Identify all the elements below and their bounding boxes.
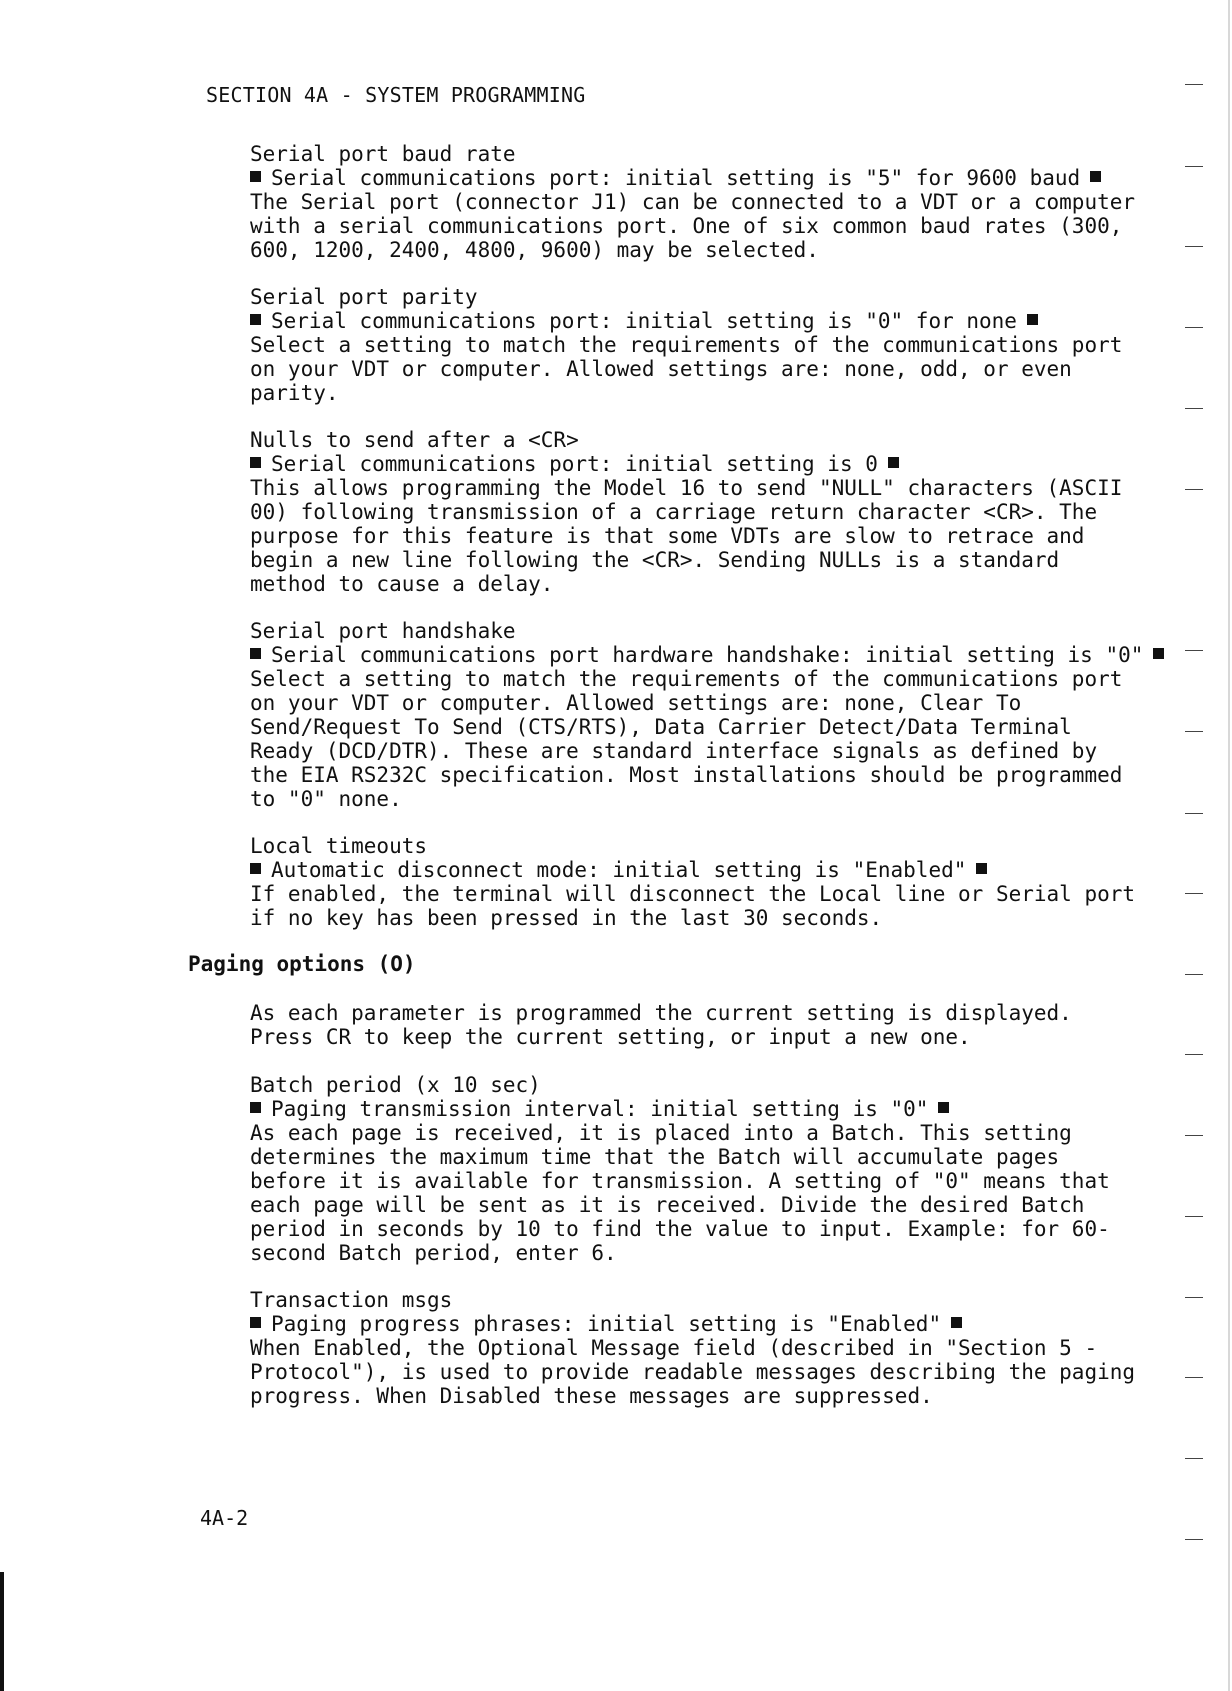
edge-tick-mark bbox=[1185, 650, 1203, 651]
param-line: parity. bbox=[250, 381, 339, 405]
param-setting: Paging progress phrases: initial setting is "Enabled" bbox=[250, 1312, 1150, 1336]
param-setting: Serial communications port: initial setting is "5" for 9600 baud bbox=[250, 166, 1150, 190]
param-line: each page will be sent as it is received. Divide the desired Batch bbox=[250, 1193, 1085, 1217]
param-line: Send/Request To Send (CTS/RTS), Data Carrier Detect/Data Terminal bbox=[250, 715, 1072, 739]
square-bullet-icon bbox=[1090, 171, 1101, 182]
param-line: begin a new line following the <CR>. Sending NULLs is a standard bbox=[250, 548, 1060, 572]
param-title: Local timeouts bbox=[250, 834, 428, 858]
edge-tick-mark bbox=[1185, 246, 1203, 247]
nulls-block bbox=[250, 428, 1150, 596]
intro-line: Press CR to keep the current setting, or input a new one. bbox=[250, 1025, 971, 1049]
square-bullet-icon bbox=[250, 648, 261, 659]
edge-tick-mark bbox=[1185, 1539, 1203, 1540]
transaction-msgs-block bbox=[250, 1288, 1150, 1408]
edge-tick-mark bbox=[1185, 1377, 1203, 1378]
handshake-block bbox=[250, 619, 1150, 811]
local-timeouts-block bbox=[250, 834, 1150, 930]
paging-intro-block bbox=[250, 1001, 1150, 1049]
edge-tick-mark bbox=[1185, 731, 1203, 732]
square-bullet-icon bbox=[938, 1102, 949, 1113]
square-bullet-icon bbox=[250, 1317, 261, 1328]
param-title: Serial port baud rate bbox=[250, 142, 516, 166]
param-line: Ready (DCD/DTR). These are standard interface signals as defined by bbox=[250, 739, 1098, 763]
param-title: Nulls to send after a <CR> bbox=[250, 428, 579, 452]
param-line: Protocol"), is used to provide readable messages describing the paging bbox=[250, 1360, 1136, 1384]
param-line: with a serial communications port. One of six common baud rates (300, bbox=[250, 214, 1123, 238]
square-bullet-icon bbox=[1027, 314, 1038, 325]
param-setting: Paging transmission interval: initial setting is "0" bbox=[250, 1097, 1150, 1121]
edge-tick-mark bbox=[1185, 408, 1203, 409]
param-setting: Serial communications port: initial setting is 0 bbox=[250, 452, 1150, 476]
param-line: if no key has been pressed in the last 30 seconds. bbox=[250, 906, 883, 930]
paging-options-heading: Paging options (O) bbox=[188, 952, 416, 976]
param-line: second Batch period, enter 6. bbox=[250, 1241, 617, 1265]
param-line: 00) following transmission of a carriage return character <CR>. The bbox=[250, 500, 1098, 524]
edge-tick-mark bbox=[1185, 1054, 1203, 1055]
param-title: Serial port parity bbox=[250, 285, 478, 309]
edge-tick-mark bbox=[1185, 327, 1203, 328]
page-edge-shadow bbox=[1228, 0, 1230, 1691]
param-line: before it is available for transmission. A setting of "0" means that bbox=[250, 1169, 1110, 1193]
page-number: 4A-2 bbox=[200, 1506, 249, 1530]
param-line: The Serial port (connector J1) can be connected to a VDT or a computer bbox=[250, 190, 1136, 214]
param-title: Transaction msgs bbox=[250, 1288, 453, 1312]
binding-edge-mark bbox=[0, 1572, 4, 1691]
square-bullet-icon bbox=[951, 1317, 962, 1328]
param-line: on your VDT or computer. Allowed settings are: none, odd, or even bbox=[250, 357, 1072, 381]
param-line: As each page is received, it is placed into a Batch. This setting bbox=[250, 1121, 1072, 1145]
param-line: progress. When Disabled these messages are suppressed. bbox=[250, 1384, 933, 1408]
serial-parity-block bbox=[250, 285, 1150, 405]
param-line: If enabled, the terminal will disconnect the Local line or Serial port bbox=[250, 882, 1136, 906]
edge-tick-mark bbox=[1185, 1216, 1203, 1217]
square-bullet-icon bbox=[250, 314, 261, 325]
square-bullet-icon bbox=[250, 171, 261, 182]
param-line: period in seconds by 10 to find the value to input. Example: for 60- bbox=[250, 1217, 1110, 1241]
square-bullet-icon bbox=[250, 863, 261, 874]
square-bullet-icon bbox=[250, 1102, 261, 1113]
param-line: This allows programming the Model 16 to send "NULL" characters (ASCII bbox=[250, 476, 1123, 500]
param-line: Select a setting to match the requirements of the communications port bbox=[250, 333, 1123, 357]
param-line: When Enabled, the Optional Message field (described in "Section 5 - bbox=[250, 1336, 1098, 1360]
param-title: Batch period (x 10 sec) bbox=[250, 1073, 541, 1097]
param-line: the EIA RS232C specification. Most installations should be programmed bbox=[250, 763, 1123, 787]
edge-tick-mark bbox=[1185, 813, 1203, 814]
param-title: Serial port handshake bbox=[250, 619, 516, 643]
param-setting: Serial communications port: initial setting is "0" for none bbox=[250, 309, 1150, 333]
square-bullet-icon bbox=[250, 457, 261, 468]
edge-tick-mark bbox=[1185, 1458, 1203, 1459]
edge-tick-mark bbox=[1185, 84, 1203, 85]
square-bullet-icon bbox=[1153, 648, 1164, 659]
param-line: determines the maximum time that the Batch will accumulate pages bbox=[250, 1145, 1060, 1169]
edge-tick-mark bbox=[1185, 893, 1203, 894]
square-bullet-icon bbox=[976, 863, 987, 874]
square-bullet-icon bbox=[888, 457, 899, 468]
edge-tick-mark bbox=[1185, 1297, 1203, 1298]
param-line: purpose for this feature is that some VDTs are slow to retrace and bbox=[250, 524, 1085, 548]
param-setting: Serial communications port hardware handshake: initial setting is "0" bbox=[250, 643, 1150, 667]
intro-line: As each parameter is programmed the current setting is displayed. bbox=[250, 1001, 1072, 1025]
param-setting: Automatic disconnect mode: initial setting is "Enabled" bbox=[250, 858, 1150, 882]
param-line: method to cause a delay. bbox=[250, 572, 554, 596]
batch-period-block bbox=[250, 1073, 1150, 1265]
edge-tick-mark bbox=[1185, 1135, 1203, 1136]
param-line: 600, 1200, 2400, 4800, 9600) may be selected. bbox=[250, 238, 819, 262]
page-header: SECTION 4A - SYSTEM PROGRAMMING bbox=[206, 83, 586, 107]
param-line: on your VDT or computer. Allowed settings are: none, Clear To bbox=[250, 691, 1022, 715]
serial-baud-block bbox=[250, 142, 1150, 262]
edge-tick-mark bbox=[1185, 489, 1203, 490]
edge-tick-mark bbox=[1185, 166, 1203, 167]
param-line: to "0" none. bbox=[250, 787, 402, 811]
param-line: Select a setting to match the requirements of the communications port bbox=[250, 667, 1123, 691]
edge-tick-mark bbox=[1185, 974, 1203, 975]
